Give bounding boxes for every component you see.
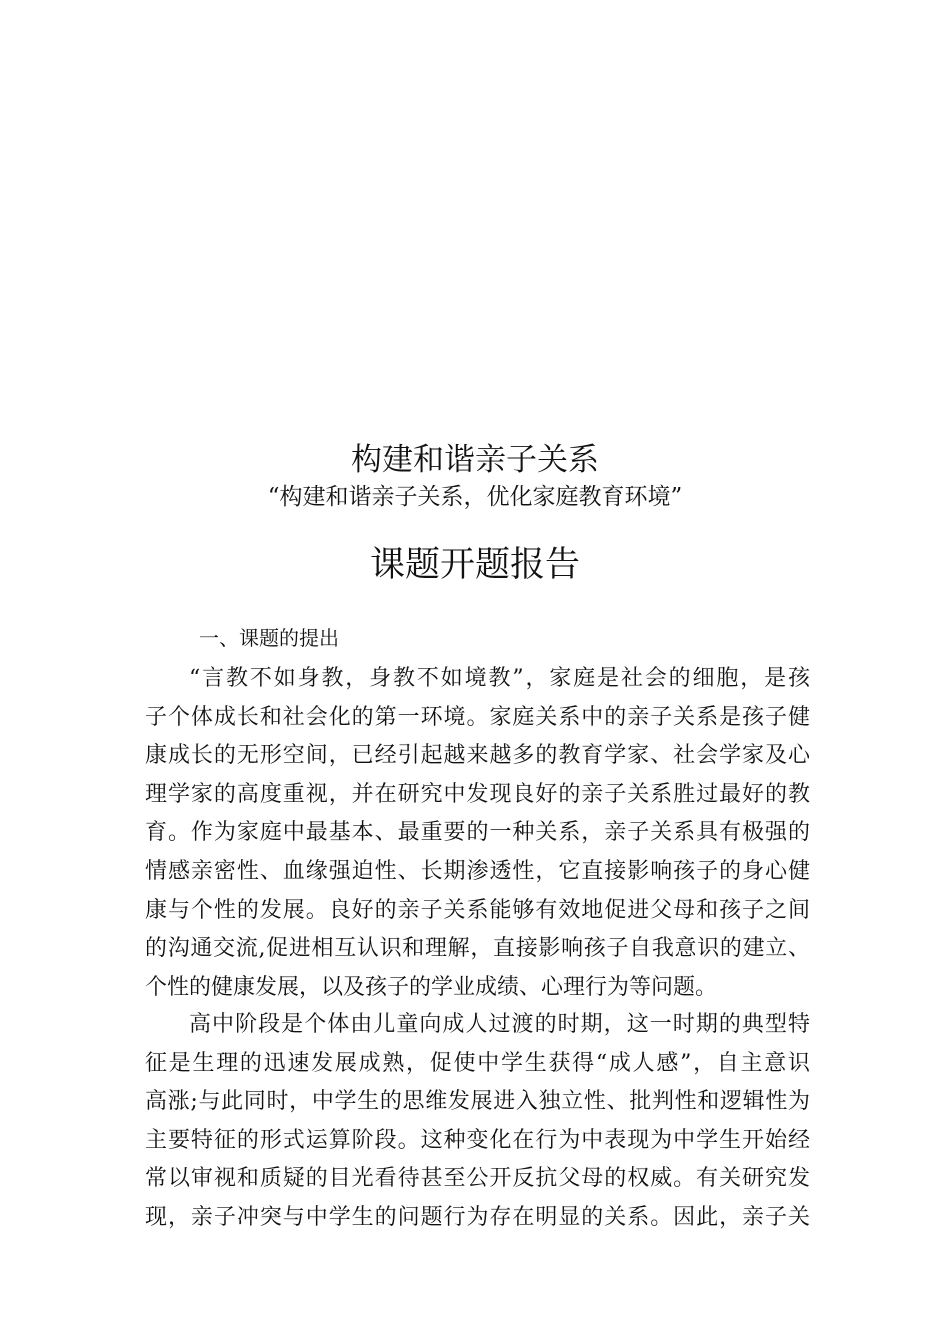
text-line: 征是生理的迅速发展成熟，促使中学生获得“成人感”，自主意识 bbox=[145, 1050, 810, 1076]
text-line: 个性的健康发展，以及孩子的学业成绩、心理行为等问题。 bbox=[145, 974, 718, 1000]
text-line: 高涨;与此同时，中学生的思维发展进入独立性、批判性和逻辑性为 bbox=[145, 1089, 810, 1115]
text-line: 现，亲子冲突与中学生的问题行为存在明显的关系。因此，亲子关 bbox=[145, 1204, 810, 1230]
section-heading: 一、课题的提出 bbox=[199, 626, 339, 650]
text-line: 理学家的高度重视，并在研究中发现良好的亲子关系胜过最好的教 bbox=[145, 781, 810, 807]
document-subtitle: “构建和谐亲子关系，优化家庭教育环境” bbox=[267, 484, 683, 510]
text-line: 育。作为家庭中最基本、最重要的一种关系，亲子关系具有极强的 bbox=[145, 820, 810, 846]
paragraph-1 bbox=[145, 660, 810, 1007]
document-title: 构建和谐亲子关系 bbox=[351, 442, 599, 478]
text-line: 情感亲密性、血缘强迫性、长期渗透性，它直接影响孩子的身心健 bbox=[145, 858, 810, 884]
paragraph-2 bbox=[145, 1006, 810, 1238]
text-line: 康成长的无形空间，已经引起越来越多的教育学家、社会学家及心 bbox=[145, 743, 810, 769]
text-line: 常以审视和质疑的目光看待甚至公开反抗父母的权威。有关研究发 bbox=[145, 1166, 810, 1192]
report-title: 课题开题报告 bbox=[369, 545, 580, 585]
text-line: 的沟通交流,促进相互认识和理解，直接影响孩子自我意识的建立、 bbox=[145, 936, 810, 962]
text-line: 高中阶段是个体由儿童向成人过渡的时期，这一时期的典型特 bbox=[189, 1012, 810, 1037]
text-line: “言教不如身教，身教不如境教”，家庭是社会的细胞，是孩 bbox=[189, 666, 810, 691]
text-line: 主要特征的形式运算阶段。这种变化在行为中表现为中学生开始经 bbox=[145, 1127, 810, 1153]
text-line: 康与个性的发展。良好的亲子关系能够有效地促进父母和孩子之间 bbox=[145, 897, 810, 923]
text-line: 子个体成长和社会化的第一环境。家庭关系中的亲子关系是孩子健 bbox=[145, 704, 810, 730]
